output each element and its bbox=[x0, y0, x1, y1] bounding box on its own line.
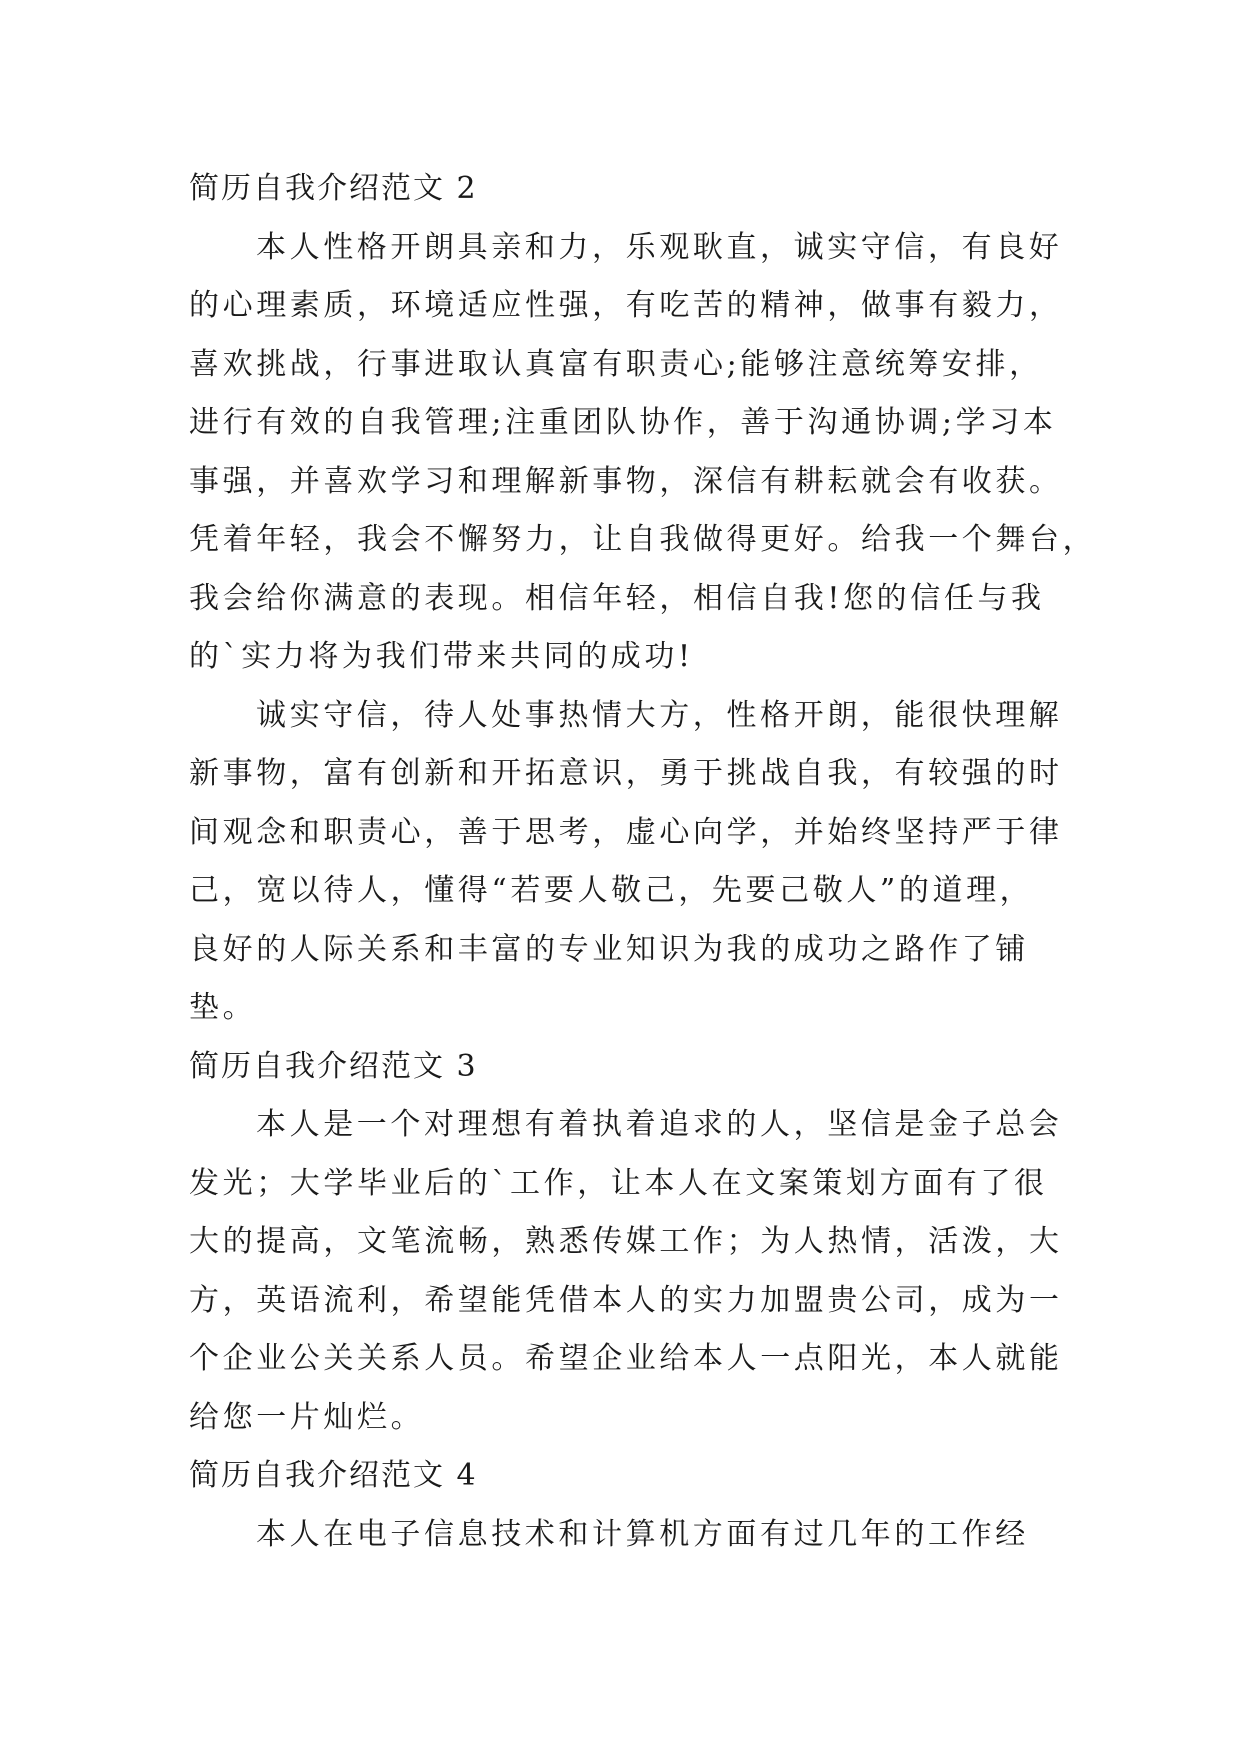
paragraph-line: 发光；大学毕业后的`工作，让本人在文案策划方面有了很 bbox=[189, 1165, 1048, 1201]
paragraph-line: 喜欢挑战，行事进取认真富有职责心;能够注意统筹安排， bbox=[189, 346, 1043, 382]
heading-text: 简历自我介绍范文 3 bbox=[189, 1048, 478, 1084]
paragraph-line: 本人在电子信息技术和计算机方面有过几年的工作经 bbox=[256, 1516, 1029, 1552]
paragraph-line: 己，宽以待人，懂得“若要人敬己，先要己敬人”的道理， bbox=[189, 873, 1034, 908]
section-heading bbox=[189, 1038, 1069, 1097]
paragraph bbox=[189, 687, 1069, 1038]
paragraph-line: 诚实守信，待人处事热情大方，性格开朗，能很快理解 bbox=[256, 697, 1063, 733]
paragraph-line: 新事物，富有创新和开拓意识，勇于挑战自我，有较强的时 bbox=[189, 756, 1063, 791]
paragraph-line: 个企业公关关系人员。希望企业给本人一点阳光，本人就能 bbox=[189, 1341, 1063, 1376]
paragraph-line: 凭着年轻，我会不懈努力，让自我做得更好。给我一个舞台， bbox=[189, 522, 1097, 557]
paragraph-line: 良好的人际关系和丰富的专业知识为我的成功之路作了铺 bbox=[189, 931, 1029, 967]
paragraph-line: 方，英语流利，希望能凭借本人的实力加盟贵公司，成为一 bbox=[189, 1282, 1063, 1318]
paragraph-line: 大的提高，文笔流畅，熟悉传媒工作；为人热情，活泼，大 bbox=[189, 1224, 1063, 1259]
heading-text: 简历自我介绍范文 4 bbox=[189, 1458, 478, 1493]
paragraph-line: 本人性格开朗具亲和力，乐观耿直，诚实守信，有良好 bbox=[256, 229, 1063, 265]
paragraph-line: 我会给你满意的表现。相信年轻，相信自我!您的信任与我 bbox=[189, 580, 1045, 616]
paragraph-line: 的心理素质，环境适应性强，有吃苦的精神，做事有毅力， bbox=[189, 288, 1063, 323]
paragraph-line: 给您一片灿烂。 bbox=[189, 1399, 425, 1435]
paragraph bbox=[189, 1096, 1069, 1447]
paragraph-line: 间观念和职责心，善于思考，虚心向学，并始终坚持严于律 bbox=[189, 814, 1063, 850]
paragraph-line: 垫。 bbox=[189, 990, 257, 1025]
paragraph-line: 本人是一个对理想有着执着追求的人，坚信是金子总会 bbox=[256, 1107, 1063, 1142]
section-heading bbox=[189, 160, 1069, 219]
paragraph-line: 进行有效的自我管理;注重团队协作，善于沟通协调;学习本 bbox=[189, 405, 1057, 440]
document-body bbox=[189, 160, 1097, 1564]
paragraph bbox=[189, 219, 1097, 687]
paragraph-line: 事强，并喜欢学习和理解新事物，深信有耕耘就会有收获。 bbox=[189, 463, 1063, 499]
section-heading bbox=[189, 1447, 1069, 1506]
heading-text: 简历自我介绍范文 2 bbox=[189, 171, 478, 206]
paragraph bbox=[189, 1506, 1069, 1565]
paragraph-line: 的`实力将为我们带来共同的成功! bbox=[189, 639, 694, 674]
